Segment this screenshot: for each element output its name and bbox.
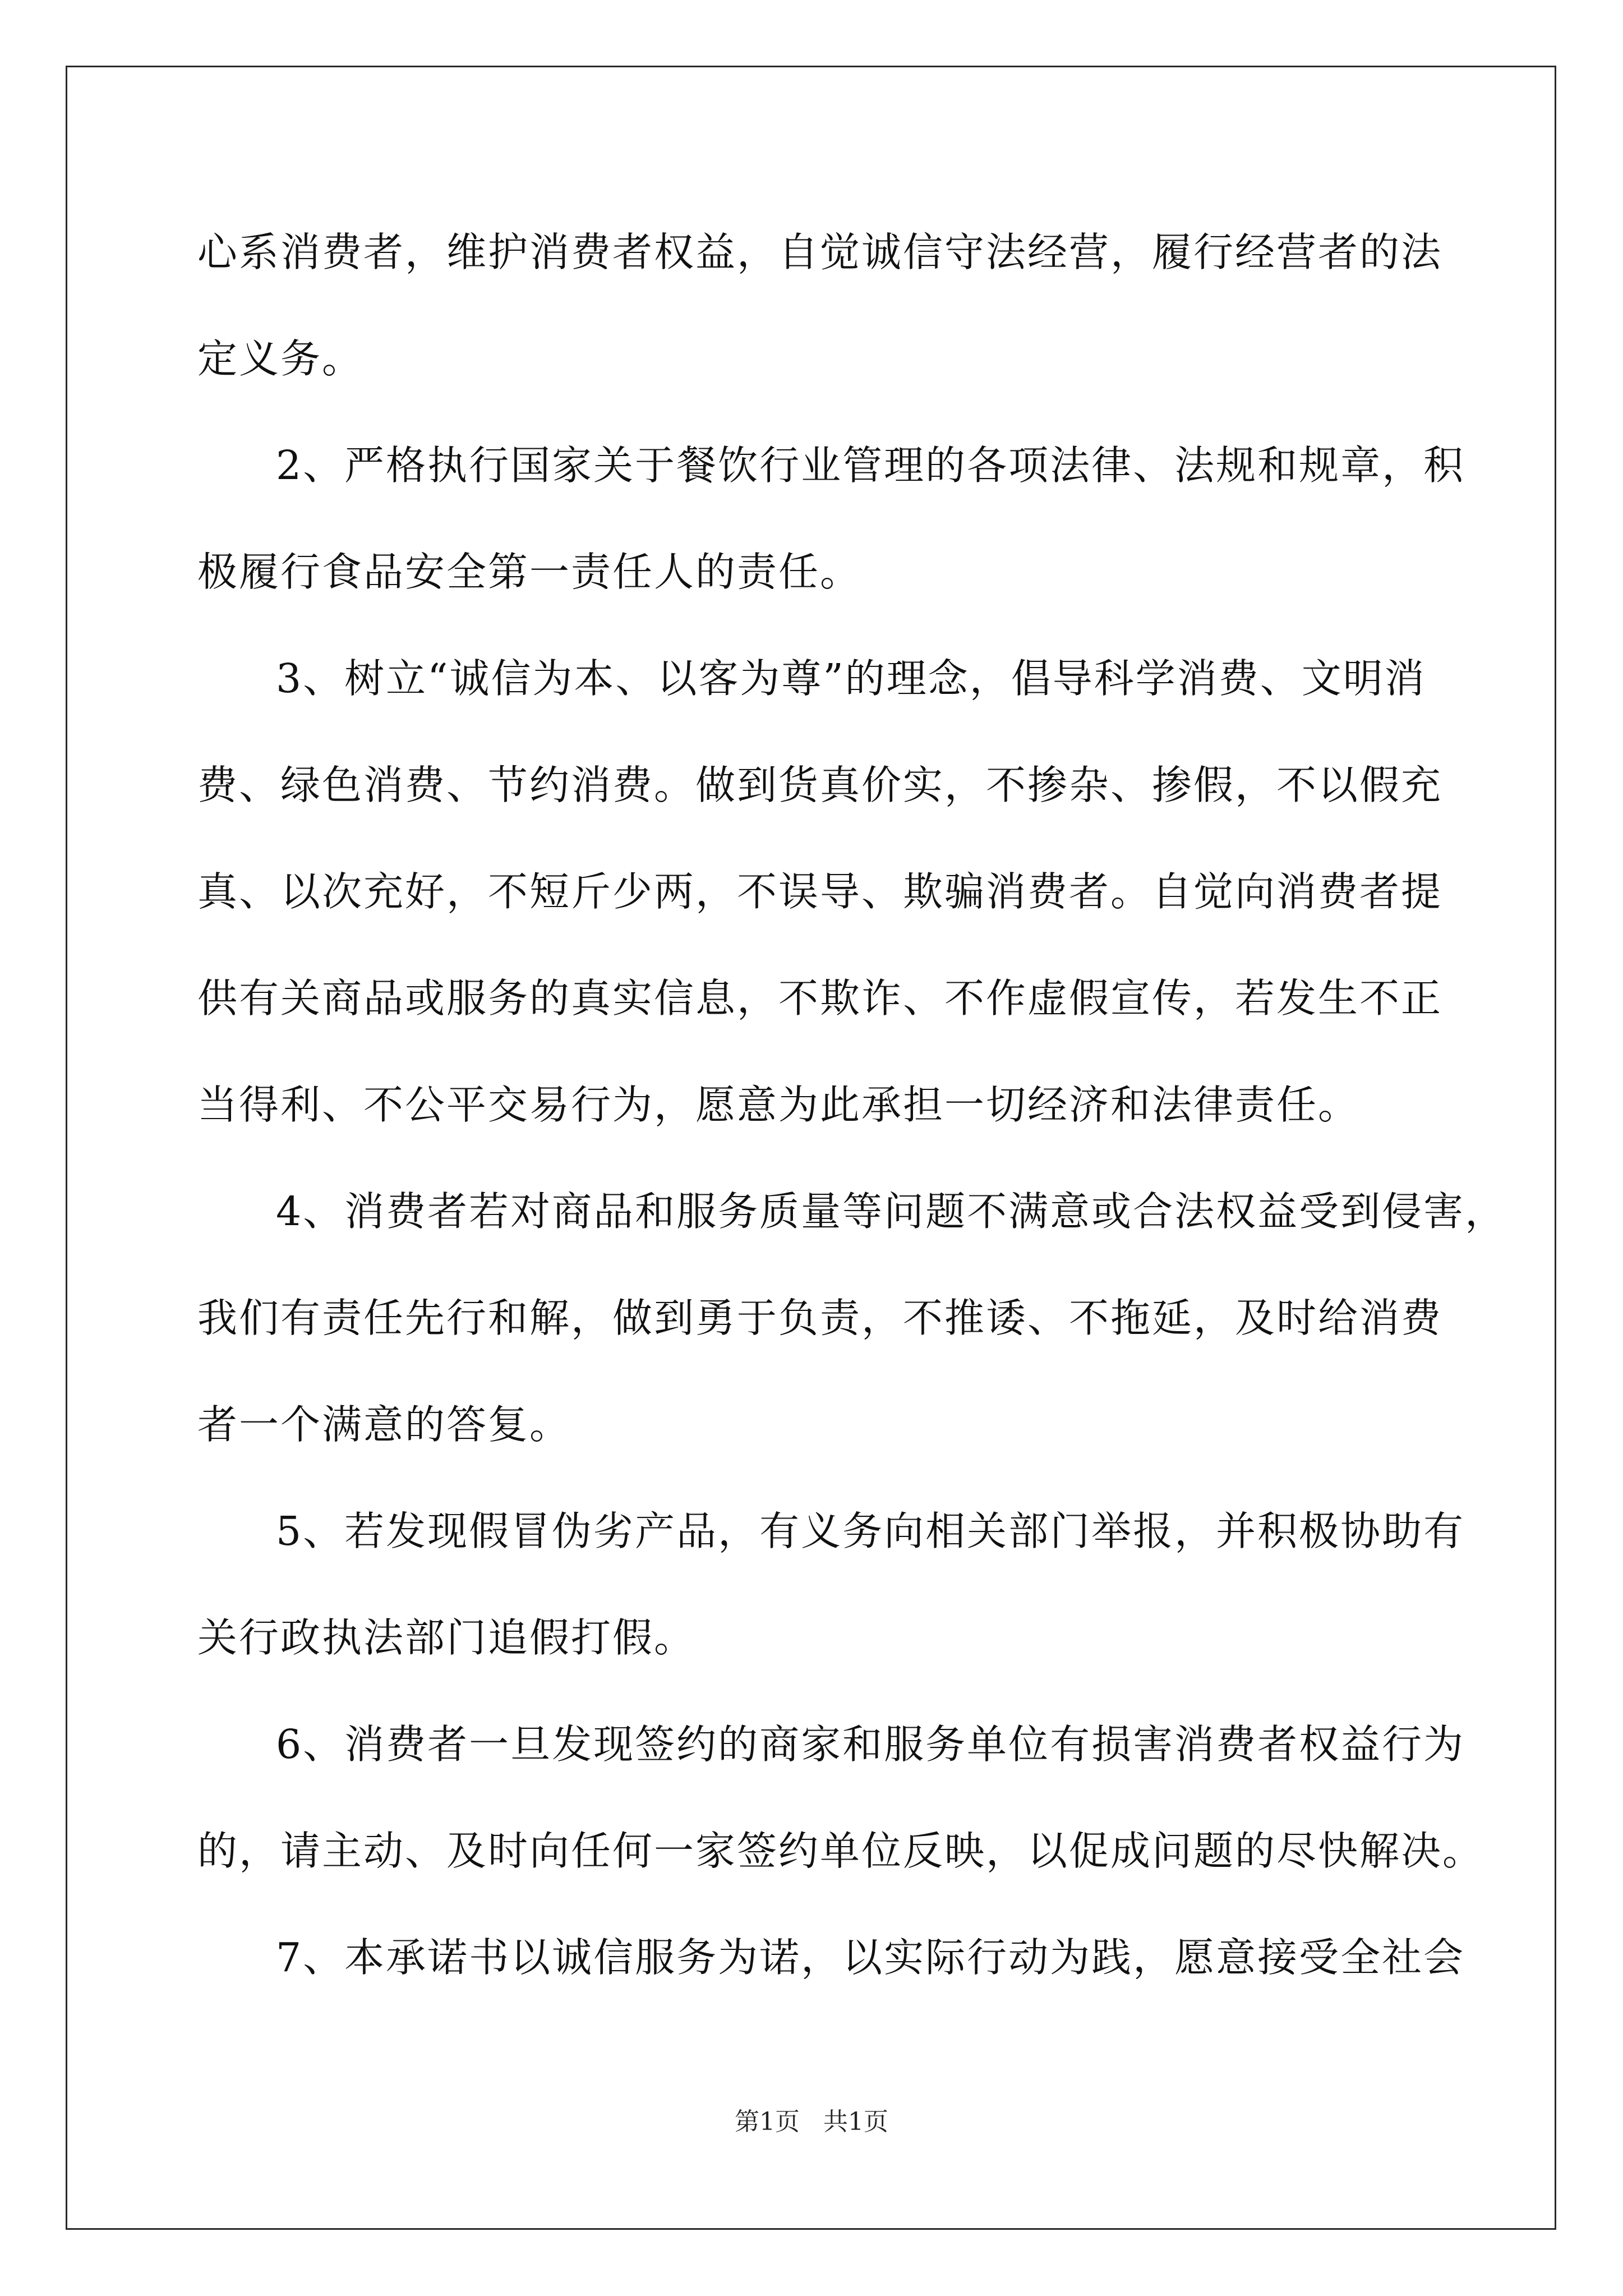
page-number: 第1页 共1页 [735,2108,888,2136]
text-line: 6、消费者一旦发现签约的商家和服务单位有损害消费者权益行为 [276,1721,1465,1768]
text-line: 7、本承诺书以诚信服务为诺，以实际行动为践，愿意接受全社会 [276,1934,1465,1981]
text-line: 关行政执法部门追假打假。 [197,1614,696,1661]
text-line: 者一个满意的答复。 [197,1401,571,1448]
text-line: 极履行食品安全第一责任人的责任。 [197,549,862,595]
text-line: 心系消费者，维护消费者权益，自觉诚信守法经营，履行经营者的法 [197,229,1443,275]
text-line: 3、树立“诚信为本、以客为尊”的理念，倡导科学消费、文明消 [276,655,1426,702]
text-line: 4、消费者若对商品和服务质量等问题不满意或合法权益受到侵害， [276,1188,1507,1235]
text-line: 供有关商品或服务的真实信息，不欺诈、不作虚假宣传，若发生不正 [197,975,1443,1022]
text-line: 当得利、不公平交易行为，愿意为此承担一切经济和法律责任。 [197,1082,1360,1128]
text-line: 费、绿色消费、节约消费。做到货真价实，不掺杂、掺假，不以假充 [197,762,1443,808]
text-line: 2、严格执行国家关于餐饮行业管理的各项法律、法规和规章，积 [276,442,1465,489]
text-line: 的，请主动、及时向任何一家签约单位反映，以促成问题的尽快解决。 [197,1828,1484,1874]
text-line: 定义务。 [197,335,364,382]
text-line: 5、若发现假冒伪劣产品，有义务向相关部门举报，并积极协助有 [276,1508,1465,1554]
text-line: 真、以次充好，不短斤少两，不误导、欺骗消费者。自觉向消费者提 [197,868,1443,915]
text-line: 我们有责任先行和解，做到勇于负责，不推诿、不拖延，及时给消费 [197,1295,1443,1341]
page-border [66,66,1556,2230]
